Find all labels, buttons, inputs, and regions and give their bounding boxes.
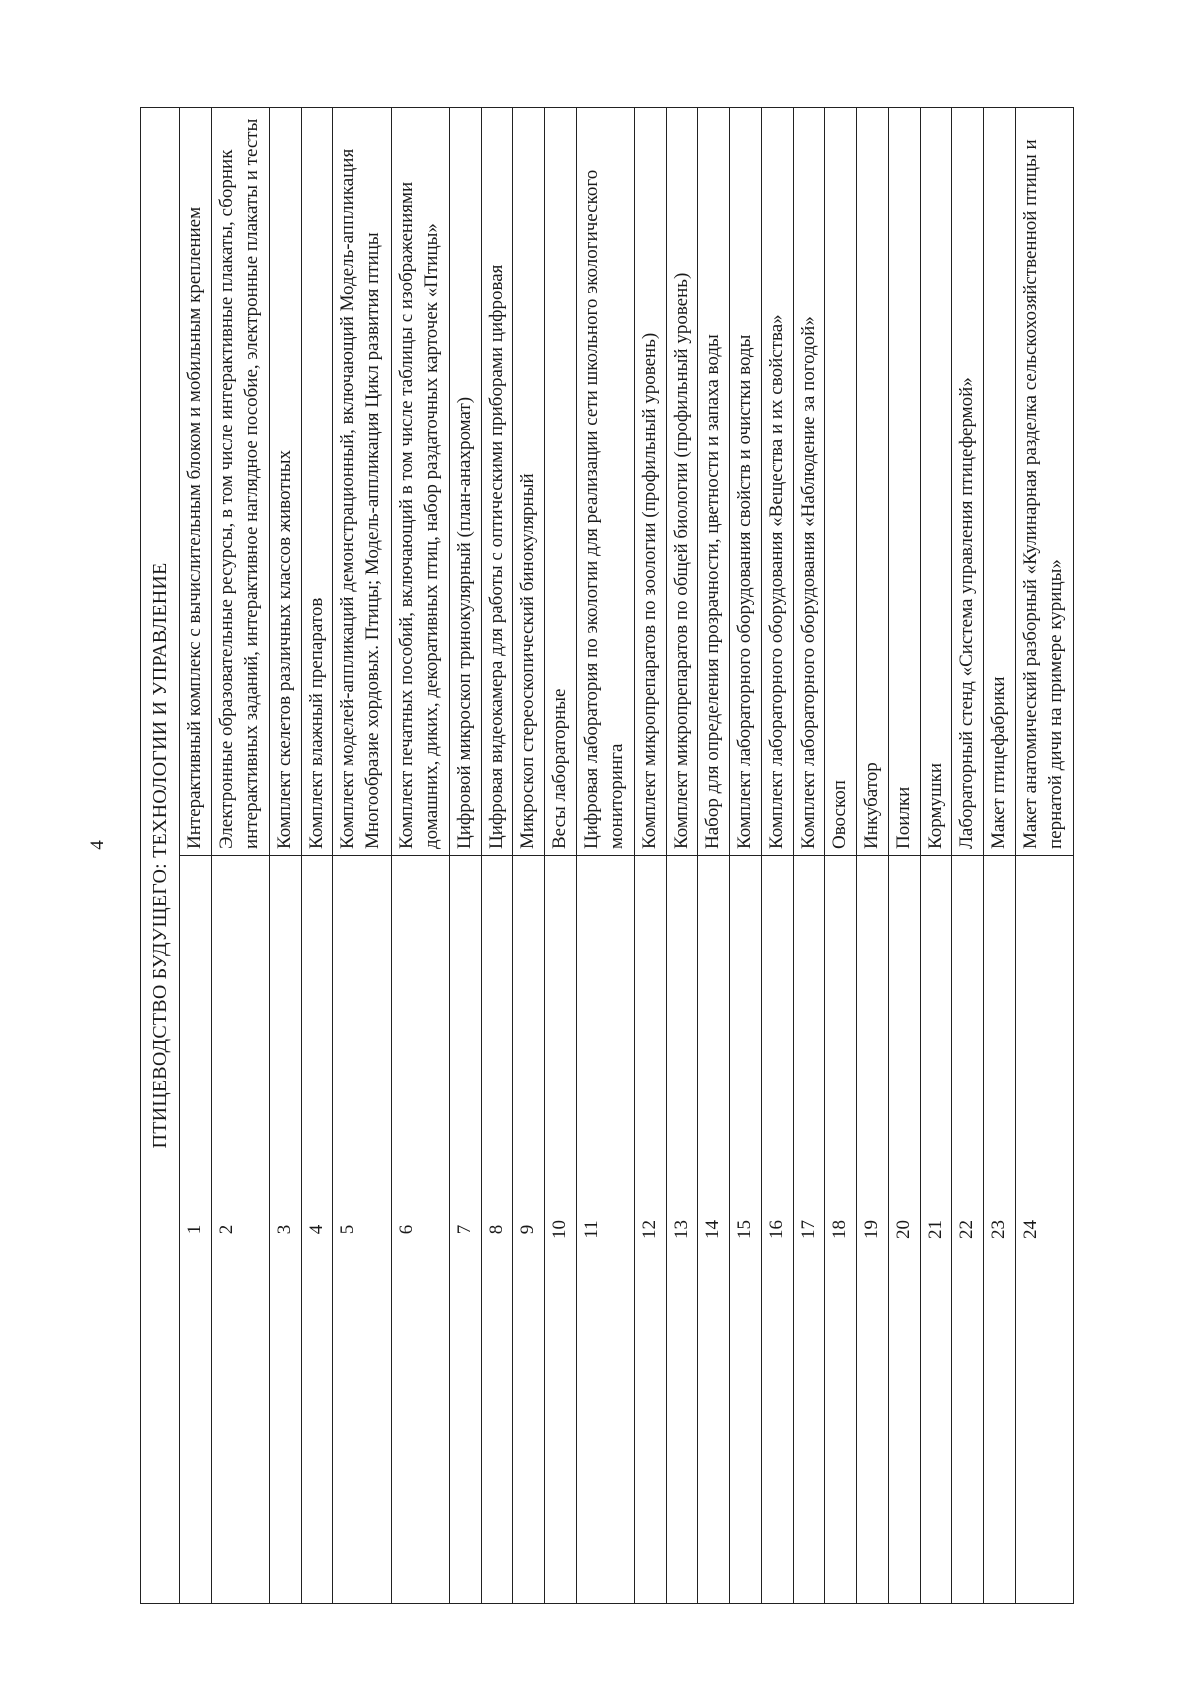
row-number: 14 xyxy=(698,856,730,1604)
row-number: 9 xyxy=(513,856,545,1604)
row-number: 5 xyxy=(333,856,391,1604)
equipment-name: Лабораторный стенд «Система управления птицефермой» xyxy=(952,108,984,856)
row-number: 6 xyxy=(391,856,449,1604)
table-row xyxy=(481,108,513,1604)
table-row xyxy=(333,108,391,1604)
table-row xyxy=(730,108,762,1604)
table-row xyxy=(544,108,576,1604)
row-number: 13 xyxy=(666,856,698,1604)
table-row xyxy=(666,108,698,1604)
equipment-name: Комплект микропрепаратов по общей биологии (профильный уровень) xyxy=(666,108,698,856)
equipment-name: Комплект лабораторного оборудования свойств и очистки воды xyxy=(730,108,762,856)
row-number: 15 xyxy=(730,856,762,1604)
equipment-name: Набор для определения прозрачности, цветности и запаха воды xyxy=(698,108,730,856)
table-row xyxy=(888,108,920,1604)
table-row xyxy=(952,108,984,1604)
table-row xyxy=(1015,108,1073,1604)
table-row xyxy=(825,108,857,1604)
row-number: 19 xyxy=(857,856,889,1604)
table-row xyxy=(211,108,269,1604)
table-row xyxy=(698,108,730,1604)
equipment-name: Овоскоп xyxy=(825,108,857,856)
equipment-name: Поилки xyxy=(888,108,920,856)
rotated-table-wrapper xyxy=(140,107,1074,1604)
table-row xyxy=(857,108,889,1604)
equipment-name: Комплект лабораторного оборудования «Вещества и их свойства» xyxy=(761,108,793,856)
row-number: 12 xyxy=(634,856,666,1604)
equipment-table xyxy=(140,107,1074,1604)
table-header-row xyxy=(141,108,180,1604)
equipment-name: Комплект влажный препаратов xyxy=(301,108,333,856)
row-number: 2 xyxy=(211,856,269,1604)
row-number: 11 xyxy=(576,856,634,1604)
equipment-name: Комплект скелетов различных классов животных xyxy=(269,108,301,856)
table-row xyxy=(449,108,481,1604)
equipment-name: Весы лабораторные xyxy=(544,108,576,856)
row-number: 24 xyxy=(1015,856,1073,1604)
equipment-name: Цифровая лаборатория по экологии для реализации сети школьного экологического мониторинга xyxy=(576,108,634,856)
table-row xyxy=(920,108,952,1604)
page-number: 4 xyxy=(87,840,108,850)
equipment-name: Комплект печатных пособий, включающий в том числе таблицы с изображениями домашних, диких, декоративных птиц, набор раздаточных карточек «Птицы» xyxy=(391,108,449,856)
row-number: 18 xyxy=(825,856,857,1604)
row-number: 10 xyxy=(544,856,576,1604)
equipment-name: Цифровой микроскоп тринокулярный (план-анахромат) xyxy=(449,108,481,856)
table-row xyxy=(761,108,793,1604)
row-number: 3 xyxy=(269,856,301,1604)
equipment-name: Макет анатомический разборный «Кулинарная разделка сельскохозяйственной птицы и пернатой дичи на примере курицы» xyxy=(1015,108,1073,856)
row-number: 17 xyxy=(793,856,825,1604)
row-number: 8 xyxy=(481,856,513,1604)
table-row xyxy=(391,108,449,1604)
row-number: 7 xyxy=(449,856,481,1604)
table-row xyxy=(180,108,212,1604)
equipment-name: Интерактивный комплекс с вычислительным блоком и мобильным креплением xyxy=(180,108,212,856)
equipment-name: Кормушки xyxy=(920,108,952,856)
equipment-name: Макет птицефабрики xyxy=(983,108,1015,856)
table-row xyxy=(576,108,634,1604)
row-number: 23 xyxy=(983,856,1015,1604)
table-row xyxy=(301,108,333,1604)
table-body xyxy=(180,108,1074,1604)
equipment-name: Комплект моделей-аппликаций демонстрационный, включающий Модель-аппликация Многообразие хордовых. Птицы; Модель-аппликация Цикл развития птицы xyxy=(333,108,391,856)
row-number: 20 xyxy=(888,856,920,1604)
table-row xyxy=(793,108,825,1604)
equipment-name: Цифровая видеокамера для работы с оптическими приборами цифровая xyxy=(481,108,513,856)
table-row xyxy=(634,108,666,1604)
row-number: 1 xyxy=(180,856,212,1604)
row-number: 21 xyxy=(920,856,952,1604)
equipment-name: Комплект микропрепаратов по зоологии (профильный уровень) xyxy=(634,108,666,856)
table-row xyxy=(983,108,1015,1604)
row-number: 16 xyxy=(761,856,793,1604)
equipment-name: Электронные образовательные ресурсы, в том числе интерактивные плакаты, сборник интерактивных заданий, интерактивное наглядное пособие, электронные плакаты и тесты xyxy=(211,108,269,856)
equipment-name: Инкубатор xyxy=(857,108,889,856)
row-number: 4 xyxy=(301,856,333,1604)
table-row xyxy=(513,108,545,1604)
equipment-name: Микроскоп стереоскопический бинокулярный xyxy=(513,108,545,856)
row-number: 22 xyxy=(952,856,984,1604)
equipment-name: Комплект лабораторного оборудования «Наблюдение за погодой» xyxy=(793,108,825,856)
section-title: ПТИЦЕВОДСТВО БУДУЩЕГО: ТЕХНОЛОГИИ И УПРАВЛЕНИЕ xyxy=(141,108,180,1604)
table-row xyxy=(269,108,301,1604)
